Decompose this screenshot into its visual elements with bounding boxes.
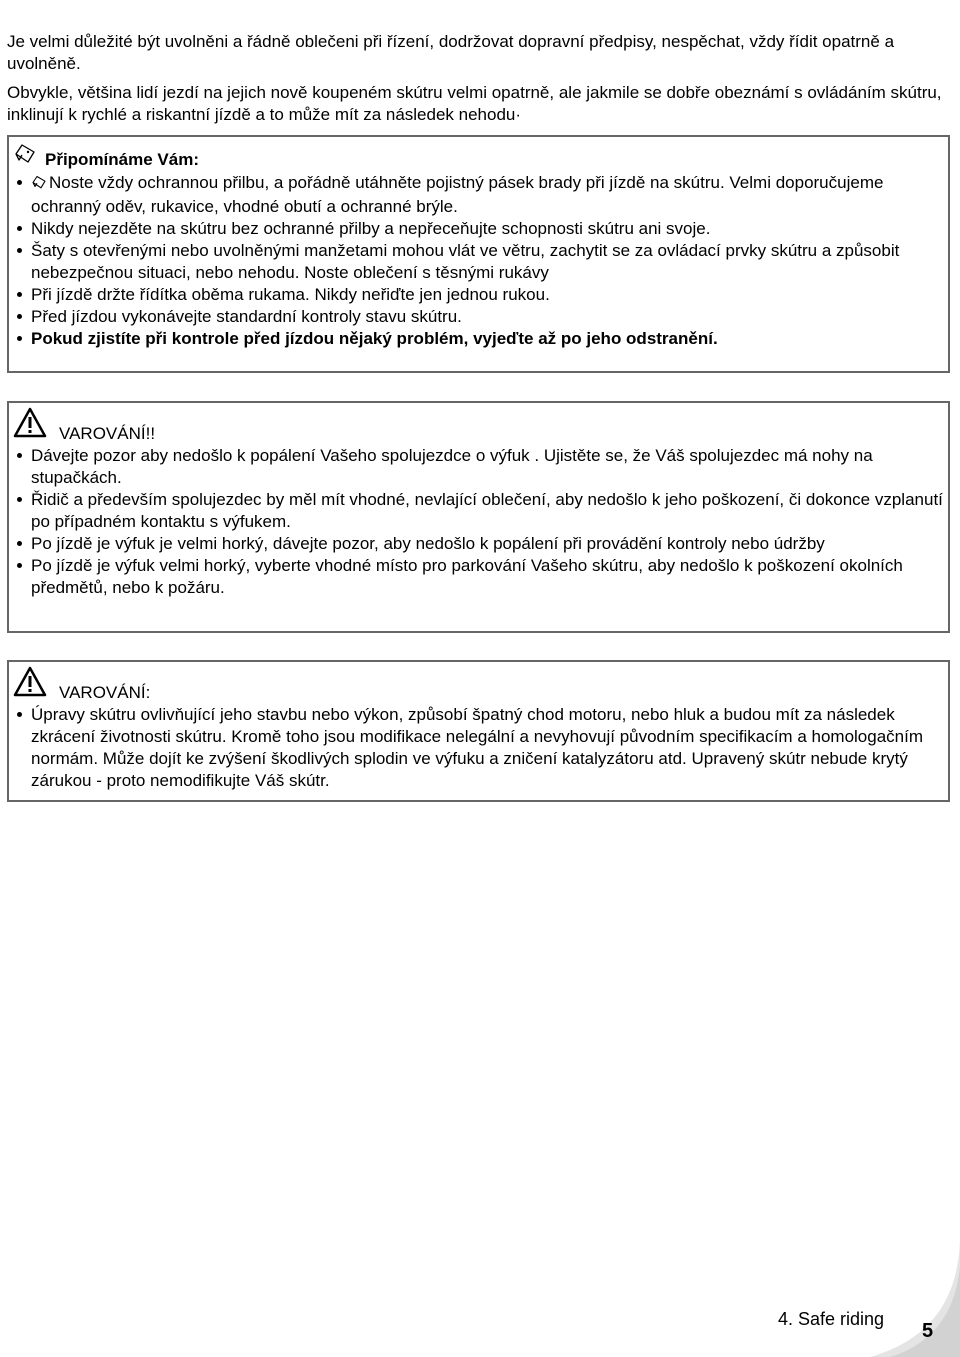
warning-list (13, 445, 944, 599)
list-item-text: Řidič a především spolujezdec by měl mít vhodné, nevlající oblečení, aby nedošlo k jeho poškození, či dokonce vzplanutí po případném kontaktu s výfukem. (31, 490, 943, 531)
warning-icon (13, 407, 47, 445)
warning-header (13, 407, 944, 445)
reminder-title: Připomínáme Vám: (45, 150, 199, 169)
intro-paragraph: Je velmi důležité být uvolněni a řádně oblečeni při řízení, dodržovat dopravní předpisy, nespěchat, vždy řídit opatrně a uvolněně. (7, 32, 895, 73)
page-number: 5 (922, 1320, 934, 1342)
list-item (13, 284, 944, 306)
list-item (13, 445, 944, 489)
list-item-text: Noste vždy ochrannou přilbu, a pořádně utáhněte pojistný pásek brady při jízdě na skútru. Velmi doporučujeme ochranný oděv, rukavice, vhodné obutí a ochranné brýle. (31, 173, 884, 216)
reminder-header (13, 143, 944, 171)
list-item (13, 704, 944, 792)
list-item-text: Úpravy skútru ovlivňující jeho stavbu nebo výkon, způsobí špatný chod motoru, nebo hluk a budou mít za následek zkrácení životnosti skútru. Kromě toho jsou modifikace nelegální a nevyhovují původním specifikacím a homologačním normám. Může dojít ke zvýšení škodlivých splodin ve výfuku a zničení katalyzátoru atd. Upravený skútr nebude krytý zárukou - proto nemodifikujte Váš skútr. (31, 705, 924, 790)
reminder-list (13, 172, 944, 350)
list-item (13, 533, 944, 555)
list-item (13, 306, 944, 328)
list-item (13, 328, 944, 350)
warning-list (13, 704, 944, 792)
list-item-text: Pokud zjistíte při kontrole před jízdou nějaký problém, vyjeďte až po jeho odstranění. (31, 329, 718, 348)
warning-box (7, 401, 950, 633)
page-curl-decoration (870, 1240, 960, 1357)
intro-text (7, 31, 952, 133)
list-item-text: Nikdy nejezděte na skútru bez ochranné přilby a nepřeceňujte schopnosti skútru ani svoje. (31, 219, 711, 238)
warning-title: VAROVÁNÍ: (59, 683, 151, 702)
reminder-box (7, 135, 950, 373)
warning-box (7, 660, 950, 802)
section-label: 4. Safe riding (778, 1309, 885, 1329)
warning-title: VAROVÁNÍ!! (59, 424, 156, 443)
list-item-text: Při jízdě držte řídítka oběma rukama. Nikdy neřiďte jen jednou rukou. (31, 285, 550, 304)
list-item-text: Šaty s otevřenými nebo uvolněnými manžetami mohou vlát ve větru, zachytit se za ovládací prvky skútru a způsobit nebezpečnou situaci, nebo nehodu. Noste oblečení s těsnými rukávy (31, 241, 900, 282)
intro-paragraph: Obvykle, většina lidí jezdí na jejich nově koupeném skútru velmi opatrně, ale jakmile se dobře obeznámí s ovládáním skútru, inklinují k rychlé a riskantní jízdě a to může mít za následek nehodu· (7, 83, 942, 124)
list-item (13, 489, 944, 533)
list-item (13, 240, 944, 284)
note-icon (31, 174, 47, 196)
list-item-text: Po jízdě je výfuk velmi horký, vyberte vhodné místo pro parkování Vašeho skútru, aby nedošlo k poškození okolních předmětů, nebo k požáru. (31, 556, 903, 597)
note-icon (13, 143, 37, 171)
list-item (13, 218, 944, 240)
list-item-text: Před jízdou vykonávejte standardní kontroly stavu skútru. (31, 307, 462, 326)
list-item (13, 555, 944, 599)
warning-header (13, 666, 944, 704)
list-item-text: Dávejte pozor aby nedošlo k popálení Vašeho spolujezdce o výfuk . Ujistěte se, že Váš spolujezdec má nohy na stupačkách. (31, 446, 873, 487)
list-item-text: Po jízdě je výfuk je velmi horký, dávejte pozor, aby nedošlo k popálení při provádění kontroly nebo údržby (31, 534, 825, 553)
warning-icon (13, 666, 47, 704)
list-item (13, 172, 944, 218)
